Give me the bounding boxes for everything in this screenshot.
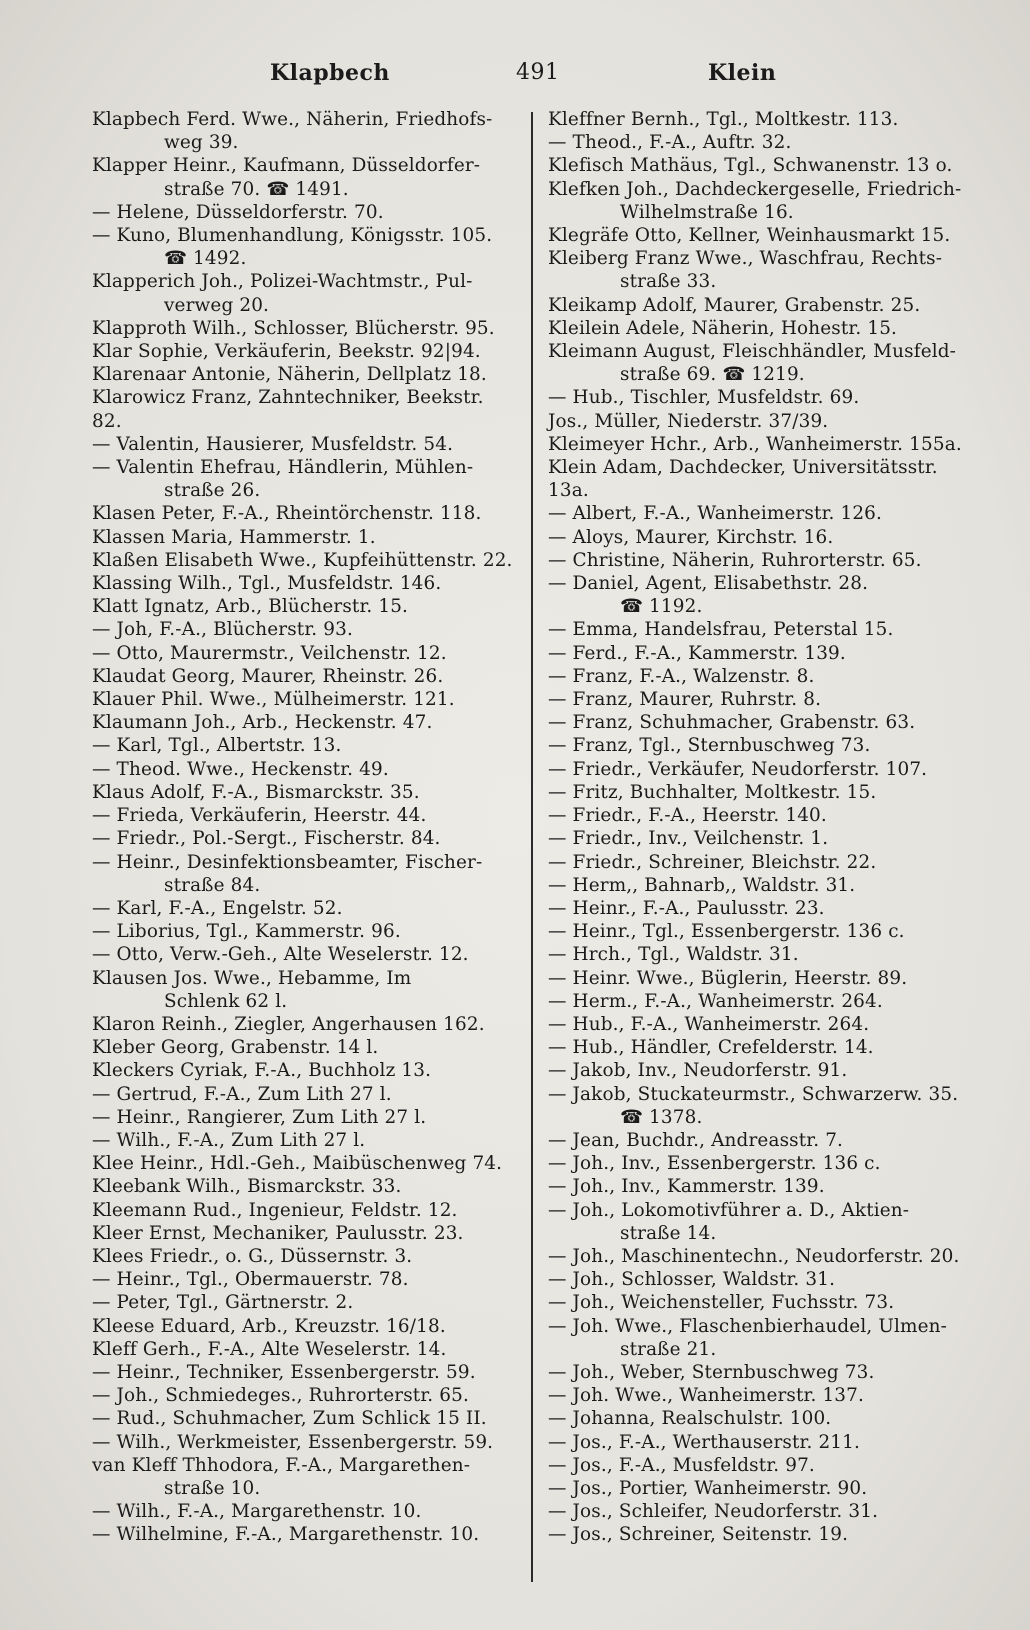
directory-entry (92, 1338, 518, 1361)
entry-line: Kleer Ernst, Mechaniker, Paulusstr. 23. (92, 1222, 464, 1244)
entry-line: — Frieda, Verkäuferin, Heerstr. 44. (92, 805, 427, 827)
entry-line: — Fritz, Buchhalter, Moltkestr. 15. (548, 781, 877, 803)
entry-line: — Theod. Wwe., Heckenstr. 49. (92, 758, 389, 780)
entry-line: Klapper Heinr., Kaufmann, Düsseldorfer- (92, 155, 481, 177)
entry-line: Klefisch Mathäus, Tgl., Schwanenstr. 13 o. (548, 155, 953, 177)
entry-line: — Wilhelmine, F.-A., Margarethenstr. 10. (92, 1524, 480, 1546)
entry-continuation: straße 33. (620, 271, 717, 293)
directory-entry (92, 1106, 518, 1129)
entry-line: — Hub., Händler, Crefelderstr. 14. (548, 1037, 874, 1059)
directory-entry (92, 502, 518, 525)
entry-line: — Herm., F.-A., Wanheimerstr. 264. (548, 990, 883, 1012)
entry-line: Klapperich Joh., Polizei-Wachtmstr., Pul- (92, 271, 473, 293)
directory-entry (548, 1245, 984, 1268)
directory-entry (548, 1175, 984, 1198)
entry-line: — Jos., Schreiner, Seitenstr. 19. (548, 1524, 849, 1546)
directory-entry (92, 526, 518, 549)
directory-entry (92, 1431, 518, 1454)
entry-continuation: straße 26. (164, 480, 261, 502)
directory-entry (548, 1199, 984, 1245)
entry-continuation: straße 70. ☎ 1491. (164, 178, 349, 200)
directory-entry (92, 154, 518, 200)
entry-line: — Joh., Weber, Sternbuschweg 73. (548, 1361, 875, 1383)
entry-line: — Joh., Schmiedeges., Ruhrorterstr. 65. (92, 1385, 469, 1407)
entry-line: — Franz, F.-A., Walzenstr. 8. (548, 665, 815, 687)
entry-line: — Friedr., Pol.-Sergt., Fischerstr. 84. (92, 828, 441, 850)
directory-entry (92, 1500, 518, 1523)
directory-entry (548, 317, 984, 340)
directory-entry (92, 1454, 518, 1500)
entry-line: — Karl, F.-A., Engelstr. 52. (92, 897, 343, 919)
directory-entry (92, 804, 518, 827)
directory-entry (92, 920, 518, 943)
entry-line: Jos., Müller, Niederstr. 37/39. (548, 410, 829, 432)
entry-line: — Heinr., Rangierer, Zum Lith 27 l. (92, 1106, 427, 1128)
directory-entry (92, 456, 518, 502)
directory-entry (92, 1013, 518, 1036)
entry-line: Klaumann Joh., Arb., Heckenstr. 47. (92, 712, 433, 734)
entry-line: — Jean, Buchdr., Andreasstr. 7. (548, 1129, 844, 1151)
entry-continuation: straße 69. ☎ 1219. (620, 364, 805, 386)
directory-entry (548, 943, 984, 966)
entry-line: Klauer Phil. Wwe., Mülheimerstr. 121. (92, 689, 455, 711)
entry-line: — Joh., Inv., Essenbergerstr. 136 c. (548, 1153, 881, 1175)
entry-line: Klee Heinr., Hdl.-Geh., Maibüschenweg 74. (92, 1153, 503, 1175)
entry-line: — Joh. Wwe., Wanheimerstr. 137. (548, 1385, 865, 1407)
directory-entry (548, 804, 984, 827)
directory-entry (548, 247, 984, 293)
right-column (548, 108, 984, 1547)
directory-entry (548, 1059, 984, 1082)
left-column (92, 108, 518, 1547)
entry-line: Kleimann August, Fleischhändler, Musfeld- (548, 341, 957, 363)
entry-continuation: verweg 20. (164, 294, 270, 316)
entry-continuation: ☎ 1492. (164, 248, 247, 270)
entry-line: — Jos., Schleifer, Neudorferstr. 31. (548, 1501, 879, 1523)
entry-line: — Johanna, Realschulstr. 100. (548, 1408, 832, 1430)
directory-entry (92, 317, 518, 340)
entry-line: Kleiberg Franz Wwe., Waschfrau, Rechts- (548, 248, 943, 270)
entry-line: — Wilh., Werkmeister, Essenbergerstr. 59. (92, 1431, 494, 1453)
entry-line: — Kuno, Blumenhandlung, Königsstr. 105. (92, 225, 493, 247)
entry-line: — Hub., F.-A., Wanheimerstr. 264. (548, 1013, 870, 1035)
directory-entry (548, 874, 984, 897)
entry-line: Klassen Maria, Hammerstr. 1. (92, 526, 376, 548)
entry-line: Kleemann Rud., Ingenieur, Feldstr. 12. (92, 1199, 458, 1221)
directory-entry (92, 572, 518, 595)
entry-line: Kleikamp Adolf, Maurer, Grabenstr. 25. (548, 294, 921, 316)
entry-line: van Kleff Thhodora, F.-A., Margarethen- (92, 1454, 471, 1476)
entry-line: — Franz, Tgl., Sternbuschweg 73. (548, 735, 871, 757)
directory-entry (548, 618, 984, 641)
directory-entry (548, 1407, 984, 1430)
entry-line: — Joh., Weichensteller, Fuchsstr. 73. (548, 1292, 895, 1314)
entry-line: — Otto, Maurermstr., Veilchenstr. 12. (92, 642, 447, 664)
directory-entry (548, 1431, 984, 1454)
entry-line: — Gertrud, F.-A., Zum Lith 27 l. (92, 1083, 392, 1105)
directory-entry (92, 1245, 518, 1268)
directory-entry (548, 131, 984, 154)
directory-entry (548, 572, 984, 618)
entry-line: — Heinr., Tgl., Obermauerstr. 78. (92, 1269, 409, 1291)
directory-entry (548, 734, 984, 757)
directory-entry (92, 340, 518, 363)
directory-entry (92, 688, 518, 711)
directory-entry (548, 711, 984, 734)
directory-entry (548, 1083, 984, 1129)
entry-line: — Jos., F.-A., Musfeldstr. 97. (548, 1454, 815, 1476)
directory-entry (92, 386, 518, 432)
entry-line: — Hrch., Tgl., Waldstr. 31. (548, 944, 799, 966)
entry-line: — Friedr., Inv., Veilchenstr. 1. (548, 828, 829, 850)
entry-continuation: straße 14. (620, 1222, 717, 1244)
entry-line: — Jos., Portier, Wanheimerstr. 90. (548, 1477, 868, 1499)
entry-line: — Albert, F.-A., Wanheimerstr. 126. (548, 503, 883, 525)
entry-line: Kleckers Cyriak, F.-A., Buchholz 13. (92, 1060, 432, 1082)
directory-entry (92, 201, 518, 224)
directory-entry (548, 1477, 984, 1500)
directory-entry (92, 1384, 518, 1407)
directory-entry (548, 665, 984, 688)
entry-line: — Joh., Maschinentechn., Neudorferstr. 20. (548, 1245, 960, 1267)
directory-entry (92, 665, 518, 688)
directory-entry (92, 1291, 518, 1314)
entry-line: Klaus Adolf, F.-A., Bismarckstr. 35. (92, 781, 420, 803)
entry-line: — Joh, F.-A., Blücherstr. 93. (92, 619, 353, 641)
directory-entry (92, 1129, 518, 1152)
entry-continuation: ☎ 1378. (620, 1106, 703, 1128)
directory-entry (92, 549, 518, 572)
directory-entry (92, 967, 518, 1013)
entry-line: — Herm,, Bahnarb,, Waldstr. 31. (548, 874, 856, 896)
directory-entry (92, 1407, 518, 1430)
entry-line: Kleese Eduard, Arb., Kreuzstr. 16/18. (92, 1315, 446, 1337)
directory-entry (92, 1222, 518, 1245)
directory-entry (548, 967, 984, 990)
entry-line: — Theod., F.-A., Auftr. 32. (548, 132, 792, 154)
entry-line: Kleilein Adele, Näherin, Hohestr. 15. (548, 317, 898, 339)
directory-entry (548, 1454, 984, 1477)
entry-line: Klees Friedr., o. G., Düssernstr. 3. (92, 1245, 413, 1267)
entry-continuation: Wilhelmstraße 16. (620, 201, 794, 223)
entry-continuation: Schlenk 62 l. (164, 990, 288, 1012)
entry-line: — Jakob, Inv., Neudorferstr. 91. (548, 1060, 848, 1082)
directory-entry (548, 1013, 984, 1036)
entry-continuation: weg 39. (164, 132, 239, 154)
directory-entry (92, 1523, 518, 1546)
directory-entry (548, 386, 984, 409)
directory-entry (92, 758, 518, 781)
directory-entry (548, 897, 984, 920)
entry-line: — Joh. Wwe., Flaschenbierhaudel, Ulmen- (548, 1315, 948, 1337)
entry-line: — Emma, Handelsfrau, Peterstal 15. (548, 619, 894, 641)
directory-entry (548, 758, 984, 781)
entry-line: — Franz, Schuhmacher, Grabenstr. 63. (548, 712, 916, 734)
directory-entry (548, 688, 984, 711)
entry-line: Klapproth Wilh., Schlosser, Blücherstr. 95. (92, 317, 495, 339)
directory-entry (548, 1361, 984, 1384)
directory-entry (92, 433, 518, 456)
directory-entry (92, 618, 518, 641)
directory-entry (548, 294, 984, 317)
entry-line: Klatt Ignatz, Arb., Blücherstr. 15. (92, 596, 409, 618)
directory-entry (548, 851, 984, 874)
entry-line: — Wilh., F.-A., Margarethenstr. 10. (92, 1501, 422, 1523)
header-left-catchword: Klapbech (270, 60, 390, 86)
directory-entry (548, 433, 984, 456)
entry-line: — Aloys, Maurer, Kirchstr. 16. (548, 526, 834, 548)
entry-line: — Ferd., F.-A., Kammerstr. 139. (548, 642, 846, 664)
entry-line: Klein Adam, Dachdecker, Universitätsstr. 13a. (548, 457, 938, 502)
column-divider (531, 112, 533, 1582)
directory-entry (548, 920, 984, 943)
directory-entry (548, 990, 984, 1013)
entry-line: — Jos., F.-A., Werthauserstr. 211. (548, 1431, 860, 1453)
entry-line: — Wilh., F.-A., Zum Lith 27 l. (92, 1129, 366, 1151)
entry-line: — Liborius, Tgl., Kammerstr. 96. (92, 921, 401, 943)
directory-entry (548, 1152, 984, 1175)
entry-continuation: straße 21. (620, 1338, 717, 1360)
entry-line: Kleff Gerh., F.-A., Alte Weselerstr. 14. (92, 1338, 447, 1360)
entry-line: Klaudat Georg, Maurer, Rheinstr. 26. (92, 665, 444, 687)
directory-entry (548, 827, 984, 850)
entry-line: — Friedr., Schreiner, Bleichstr. 22. (548, 851, 877, 873)
entry-line: Klapbech Ferd. Wwe., Näherin, Friedhofs- (92, 109, 493, 130)
entry-line: — Joh., Inv., Kammerstr. 139. (548, 1176, 825, 1198)
directory-entry (92, 1175, 518, 1198)
directory-entry (92, 1268, 518, 1291)
entry-line: — Christine, Näherin, Ruhrorterstr. 65. (548, 549, 922, 571)
entry-line: — Joh., Lokomotivführer a. D., Aktien- (548, 1199, 910, 1221)
directory-entry (92, 1315, 518, 1338)
entry-line: — Heinr., Tgl., Essenbergerstr. 136 c. (548, 921, 905, 943)
directory-entry (548, 224, 984, 247)
entry-line: — Franz, Maurer, Ruhrstr. 8. (548, 689, 822, 711)
entry-line: Klassing Wilh., Tgl., Musfeldstr. 146. (92, 573, 442, 595)
entry-line: Kleimeyer Hchr., Arb., Wanheimerstr. 155a. (548, 433, 962, 455)
directory-entry (92, 1152, 518, 1175)
entry-continuation: straße 10. (164, 1477, 261, 1499)
entry-line: — Valentin, Hausierer, Musfeldstr. 54. (92, 433, 454, 455)
directory-entry (548, 456, 984, 502)
directory-entry (92, 827, 518, 850)
directory-entry (92, 1036, 518, 1059)
entry-line: Klarowicz Franz, Zahntechniker, Beekstr. 82. (92, 387, 484, 432)
entry-line: — Karl, Tgl., Albertstr. 13. (92, 735, 342, 757)
entry-line: — Heinr., F.-A., Paulusstr. 23. (548, 897, 825, 919)
entry-line: — Heinr., Desinfektionsbeamter, Fischer- (92, 851, 483, 873)
entry-line: — Rud., Schuhmacher, Zum Schlick 15 II. (92, 1408, 487, 1430)
entry-line: Klaßen Elisabeth Wwe., Kupfeihüttenstr. 22. (92, 549, 513, 571)
entry-line: Kleber Georg, Grabenstr. 14 l. (92, 1037, 379, 1059)
entry-line: — Jakob, Stuckateurmstr., Schwarzerw. 35. (548, 1083, 959, 1105)
entry-continuation: ☎ 1192. (620, 596, 703, 618)
entry-line: Kleebank Wilh., Bismarckstr. 33. (92, 1176, 402, 1198)
directory-entry (548, 502, 984, 525)
entry-line: — Heinr., Techniker, Essenbergerstr. 59. (92, 1361, 476, 1383)
directory-entry (92, 224, 518, 270)
entry-line: — Friedr., Verkäufer, Neudorferstr. 107. (548, 758, 928, 780)
entry-line: Klefken Joh., Dachdeckergeselle, Friedrich- (548, 178, 962, 200)
directory-entry (548, 1523, 984, 1546)
directory-entry (92, 897, 518, 920)
directory-entry (548, 549, 984, 572)
entry-line: Kleffner Bernh., Tgl., Moltkestr. 113. (548, 109, 899, 130)
entry-line: Klasen Peter, F.-A., Rheintörchenstr. 118. (92, 503, 482, 525)
entry-line: Klaron Reinh., Ziegler, Angerhausen 162. (92, 1013, 485, 1035)
directory-entry (548, 108, 984, 131)
page-header (92, 60, 970, 94)
directory-entry (92, 781, 518, 804)
entry-line: — Helene, Düsseldorferstr. 70. (92, 201, 384, 223)
entry-line: — Valentin Ehefrau, Händlerin, Mühlen- (92, 457, 474, 479)
directory-entry (92, 851, 518, 897)
directory-entry (92, 734, 518, 757)
directory-entry (548, 1129, 984, 1152)
directory-entry (92, 1361, 518, 1384)
entry-line: Klegräfe Otto, Kellner, Weinhausmarkt 15. (548, 225, 951, 247)
entry-line: Klausen Jos. Wwe., Hebamme, Im (92, 967, 412, 989)
directory-entry (548, 154, 984, 177)
entry-line: — Joh., Schlosser, Waldstr. 31. (548, 1269, 836, 1291)
entry-line: — Hub., Tischler, Musfeldstr. 69. (548, 387, 860, 409)
directory-entry (92, 363, 518, 386)
page-number: 491 (516, 60, 560, 85)
directory-entry (548, 526, 984, 549)
entry-line: Klar Sophie, Verkäuferin, Beekstr. 92|94. (92, 341, 481, 363)
entry-continuation: straße 84. (164, 874, 261, 896)
entry-line: — Otto, Verw.-Geh., Alte Weselerstr. 12. (92, 944, 469, 966)
directory-entry (92, 1059, 518, 1082)
directory-entry (92, 1083, 518, 1106)
directory-entry (92, 943, 518, 966)
directory-entry (548, 410, 984, 433)
entry-line: — Heinr. Wwe., Büglerin, Heerstr. 89. (548, 967, 908, 989)
directory-entry (92, 108, 518, 154)
directory-entry (548, 1268, 984, 1291)
directory-entry (548, 1036, 984, 1059)
header-right-catchword: Klein (708, 60, 777, 86)
directory-entry (92, 270, 518, 316)
directory-entry (548, 1291, 984, 1314)
entry-line: — Daniel, Agent, Elisabethstr. 28. (548, 573, 869, 595)
entry-line: Klarenaar Antonie, Näherin, Dellplatz 18. (92, 364, 487, 386)
directory-entry (548, 1384, 984, 1407)
directory-entry (92, 711, 518, 734)
directory-entry (548, 178, 984, 224)
directory-entry (548, 642, 984, 665)
directory-entry (92, 642, 518, 665)
directory-entry (548, 340, 984, 386)
entry-line: — Peter, Tgl., Gärtnerstr. 2. (92, 1292, 354, 1314)
directory-entry (548, 1500, 984, 1523)
entry-line: — Friedr., F.-A., Heerstr. 140. (548, 805, 827, 827)
directory-entry (92, 1199, 518, 1222)
directory-entry (92, 595, 518, 618)
directory-entry (548, 781, 984, 804)
directory-entry (548, 1315, 984, 1361)
